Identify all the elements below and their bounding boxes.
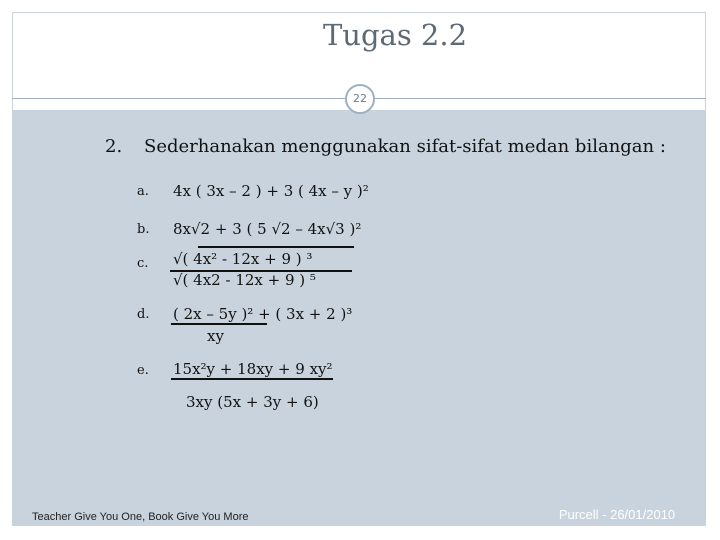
item-label-c: c. <box>137 256 149 271</box>
slide-title: Tugas 2.2 <box>322 18 468 52</box>
fraction-bar-d <box>171 323 267 325</box>
page-number-badge: 22 <box>345 84 375 114</box>
expression-d-numerator: ( 2x – 5y )² + ( 3x + 2 )³ <box>173 305 353 323</box>
expression-c-numerator: √( 4x² - 12x + 9 ) ³ <box>173 250 313 268</box>
radical-bar-top <box>198 246 354 248</box>
content-panel <box>12 110 706 526</box>
expression-e-denominator: 3xy (5x + 3y + 6) <box>186 393 319 411</box>
item-label-a: a. <box>137 184 149 199</box>
question-number: 2. <box>105 136 123 157</box>
expression-e-numerator: 15x²y + 18xy + 9 xy² <box>173 360 333 378</box>
expression-c-denominator: √( 4x2 - 12x + 9 ) ⁵ <box>173 271 316 289</box>
item-label-b: b. <box>137 222 150 237</box>
expression-d-denominator: xy <box>207 327 224 345</box>
expression-b: 8x√2 + 3 ( 5 √2 – 4x√3 )² <box>173 220 362 238</box>
footer-author-date: Purcell - 26/01/2010 <box>558 507 676 522</box>
item-label-d: d. <box>137 307 150 322</box>
fraction-bar-e <box>171 378 333 380</box>
footer-motto: Teacher Give You One, Book Give You More <box>28 508 270 526</box>
item-label-e: e. <box>137 363 149 378</box>
question-text: Sederhanakan menggunakan sifat-sifat medan bilangan : <box>144 136 666 157</box>
expression-a: 4x ( 3x – 2 ) + 3 ( 4x – y )² <box>173 182 369 200</box>
